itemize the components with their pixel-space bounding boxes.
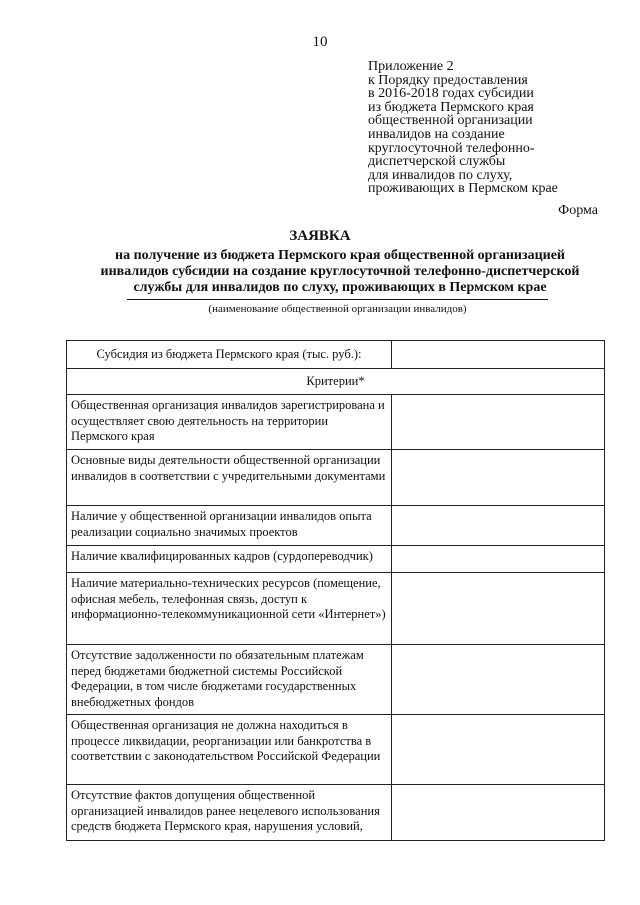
criterion-value-cell[interactable] bbox=[392, 546, 605, 573]
appendix-line: проживающих в Пермском крае bbox=[368, 181, 558, 197]
appendix-line: для инвалидов по слуху, bbox=[368, 167, 513, 183]
criteria-header: Критерии* bbox=[67, 369, 605, 395]
table-row bbox=[67, 450, 605, 506]
criterion-value-cell[interactable] bbox=[392, 785, 605, 841]
table-row bbox=[67, 395, 605, 450]
appendix-line: инвалидов на создание bbox=[368, 126, 505, 142]
table-row bbox=[67, 506, 605, 546]
form-label: Форма bbox=[558, 203, 598, 218]
criterion-text: Отсутствие задолженности по обязательным платежам перед бюджетами бюджетной системы Российской Федерации, в том числе бюджетами государственных внебюджетных фондов bbox=[67, 645, 392, 715]
document-subtitle bbox=[70, 248, 610, 296]
criteria-header-row bbox=[67, 369, 605, 395]
criterion-text: Отсутствие фактов допущения общественной организацией инвалидов ранее нецелевого использования средств бюджета Пермского края, нарушения условий, bbox=[67, 785, 392, 841]
table-row bbox=[67, 573, 605, 645]
table-row bbox=[67, 546, 605, 573]
subsidy-row bbox=[67, 341, 605, 369]
criterion-text: Основные виды деятельности общественной организации инвалидов в соответствии с учредительными документами bbox=[67, 450, 392, 506]
criterion-text: Наличие материально-технических ресурсов (помещение, офисная мебель, телефонная связь, доступ к информационно-телекоммуникационной сети «Интернет») bbox=[67, 573, 392, 645]
appendix-line: круглосуточной телефонно- bbox=[368, 140, 535, 156]
criterion-text: Наличие у общественной организации инвалидов опыта реализации социально значимых проектов bbox=[67, 506, 392, 546]
criterion-value-cell[interactable] bbox=[392, 395, 605, 450]
appendix-line: общественной организации bbox=[368, 113, 533, 129]
subtitle-line: инвалидов субсидии на создание круглосуточной телефонно-диспетчерской bbox=[100, 264, 580, 279]
criteria-table bbox=[66, 340, 605, 841]
subsidy-value-cell[interactable] bbox=[392, 341, 605, 369]
page-number: 10 bbox=[312, 34, 328, 50]
criterion-value-cell[interactable] bbox=[392, 645, 605, 715]
org-name-fill-line[interactable] bbox=[127, 299, 548, 300]
criterion-value-cell[interactable] bbox=[392, 450, 605, 506]
table-row bbox=[67, 715, 605, 785]
org-name-caption: (наименование общественной организации инвалидов) bbox=[208, 303, 467, 315]
subtitle-line: на получение из бюджета Пермского края общественной организацией bbox=[115, 248, 565, 263]
subtitle-line: службы для инвалидов по слуху, проживающих в Пермском крае bbox=[133, 280, 547, 295]
criterion-text: Общественная организация инвалидов зарегистрирована и осуществляет свою деятельность на территории Пермского края bbox=[67, 395, 392, 450]
appendix-block bbox=[368, 60, 608, 196]
appendix-line: Приложение 2 bbox=[368, 59, 454, 74]
document-title: ЗАЯВКА bbox=[289, 228, 351, 244]
appendix-line: к Порядку предоставления bbox=[368, 72, 528, 88]
appendix-line: из бюджета Пермского края bbox=[368, 99, 534, 115]
subsidy-label: Субсидия из бюджета Пермского края (тыс. руб.): bbox=[67, 341, 392, 369]
criterion-value-cell[interactable] bbox=[392, 506, 605, 546]
criterion-text: Общественная организация не должна находиться в процессе ликвидации, реорганизации или банкротства в соответствии с законодательством Российской Федерации bbox=[67, 715, 392, 785]
criterion-value-cell[interactable] bbox=[392, 573, 605, 645]
criterion-text: Наличие квалифицированных кадров (сурдопереводчик) bbox=[67, 546, 392, 573]
appendix-line: в 2016-2018 годах субсидии bbox=[368, 86, 534, 102]
appendix-line: диспетчерской службы bbox=[368, 154, 506, 170]
table-row bbox=[67, 645, 605, 715]
table-row bbox=[67, 785, 605, 841]
criterion-value-cell[interactable] bbox=[392, 715, 605, 785]
